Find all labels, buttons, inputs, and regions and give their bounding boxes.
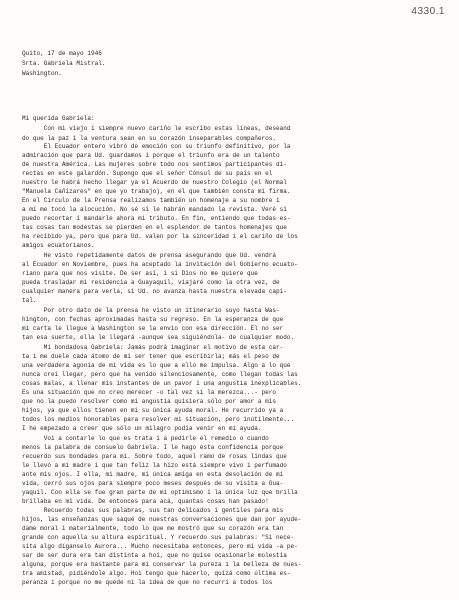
letter-line: Mi querida Gabriela: (22, 115, 95, 122)
letter-line: le llevó a mi madre i que tan feliz la hizo está siempre vivo i perfumado (22, 462, 287, 469)
letter-line: menos la palabra de consuelo Gabriela. I le hago esta confidencia porque (22, 444, 284, 451)
letter-line: ta i me duele cada átomo de mi ser tener que escribirla; más el peso de (22, 353, 280, 360)
letter-line: Voi a contarle lo que es trata i a pedirle el remedio o cuando (22, 435, 269, 442)
letter-line: a mí me tocó la alocución. No sé si le habrán mandado la revista. Veré si (22, 206, 287, 213)
letter-line: dame moral i materialmente, todo lo que me mostró que su corazón era tan (22, 525, 284, 532)
letter-line: tas cosas tan modestas se pierden en el esplendor de tantos homenajes que (22, 224, 287, 231)
letter-line: ha recibido ya, pero que para Ud. valen por la sinceridad i el cariño de los (22, 233, 298, 240)
letter-line: al Ecuador en Noviembre, pues ha aceptado la invitación del Gobierno ecuato- (22, 261, 298, 268)
letter-line: nunca creí llegar, pero que ha venido silenciosamente, como llegan todas las (22, 371, 298, 378)
letter-line: Con mi viejo i siempre nuevo cariño le escribo estas líneas, deseand (22, 125, 291, 132)
letter-line: hijos, las enseñanzas que saqué de nuestras conversaciones que dan por ayude- (22, 516, 302, 523)
letter-line: admiración que para Ud. guardamos i porque el triunfo era de un talento (22, 152, 280, 159)
letter-line: do que la paz i la ventura sean en su corazón inseparables compañeros. (22, 135, 277, 142)
letter-line: puedo recortar i mandarle ahora mi tributo. En fin, entiendo que todas es- (22, 215, 291, 222)
letter-line: pueda trasladar mi residencia a Guayaquil, viajaré como la otra vez, de (22, 279, 280, 286)
letter-line: de nuestra América. Las mujeres sobre todo nos sentimos participantes di- (22, 161, 287, 168)
letter-line: riano para que nos visite. De ser así, i si Dios no me quiere que (22, 270, 258, 277)
letter-line: recuerdo sus bondades para mí. Sobre todo, aquel ramo de rosas lindas que (22, 453, 287, 460)
letter-line: cosas malas, a llenar mis instantes de un pavor i una angustia inexplicables. (22, 380, 302, 387)
letter-line: brillaba en mi vida. De entonces para acá, quantas cosas han pasado! (22, 498, 269, 505)
letter-line: Quito, 17 de mayo 1946 (22, 50, 102, 57)
letter-line: nuestro le habrá hecho llegar ya el Acuerdo de nuestro Colegio (el Normal (22, 179, 287, 186)
letter-line: todos los medios honorables para resolver mi situación, pero inútilmente... (22, 416, 295, 423)
letter-line: sita algo díganselo Aurora... Mucho necesitaba entonces, pero mi vida -a pe- (22, 543, 298, 550)
letter-line: amigos ecuatorianos. (22, 242, 95, 249)
letter-line: Srta. Gabriela Mistral. (22, 60, 106, 67)
letter-line: El Ecuador entero vibró de emoción con su triunfo definitivo, por la (22, 143, 291, 150)
letter-line: peranza i porque no me quede ni la idea de que no recurrí a todos los (22, 579, 273, 586)
letter-line: mi carta le llegue a Washington se la envío con esa dirección. El no ser (22, 325, 284, 332)
letter-line: tan esa suerte, ella le llegará -aunque sea siguiéndola- de cualquier modo. (22, 334, 295, 341)
letter-line: una verdadera agonía de mi vida es lo que a ello me impulsa. Algo a lo que (22, 362, 291, 369)
letter-line: tra amistad, pidiéndole algo. Hoi tengo que hacerlo, quizá como última es- (22, 570, 291, 577)
letter-line: "Manuela Cañizares" en que yo trabajo), en el que también consta mi firma. (22, 188, 291, 195)
letter-line: sar de ser dura era tan distinta a hoi, que no quise ocasionarle molestia (22, 552, 287, 559)
letter-line: alguna, porque era bastante para mí conservar la pureza i la belleza de nues- (22, 561, 302, 568)
letter-line: En el Círculo de la Prensa realizamos también un homenaje a su nombre i (22, 197, 280, 204)
letter-line: Washington. (22, 70, 62, 77)
letter-line: Por otro dato de la prensa he visto un itinerario suyo hasta Was- (22, 307, 280, 314)
letter-line: He visto repetidamente datos de prensa asegurando que Ud. vendrá (22, 252, 277, 259)
letter-line: cualquier manera para verla, si Ud. no avanza hasta nuestra elevada capi- (22, 288, 287, 295)
letter-line: I he empezado a creer que sólo un milagro podía venir en mi ayuda. (22, 425, 262, 432)
letter-line: vida, cerró sus ojos para siempre poco meses después de su visita a Gua- (22, 480, 284, 487)
letter-line: Es una situación que no creo merecer -o tal vez sí la merezca...- pero (22, 389, 277, 396)
letter-line: tal. (22, 297, 37, 304)
letter-line: hington, con fechas aproximadas hasta su regreso. En la esperanza de que (22, 316, 284, 323)
letter-line: rectas en este galardón. Supongo que el señor Cónsul de su país en el (22, 170, 273, 177)
letter-line: grande con aquella su altura espiritual. Y recuerdo sus palabras: "Si nece- (22, 534, 295, 541)
letter-line: Mi bondadosa Gabriela: Jamás podrá imaginar el motivo de esta car- (22, 344, 284, 351)
letter-line: yaquil. Con ella se fue gran parte de mi optimismo i la única luz que brilla (22, 489, 298, 496)
letter-line: que no la puedo resolver como mi angustia quisiera sólo por amor a mis (22, 398, 277, 405)
letter-line: hijos, ya que ellos tienen en mí su única ayuda moral. He recurrido ya a (22, 407, 284, 414)
archive-reference-number: 4330.1 (411, 6, 445, 17)
letter-line: Recuerdo todas sus palabras, sus tan delicados i gentiles para mis (22, 507, 284, 514)
letter-line: ante mis ojos. I ella, mi madre, mi única amiga en esta desolación de mi (22, 471, 284, 478)
